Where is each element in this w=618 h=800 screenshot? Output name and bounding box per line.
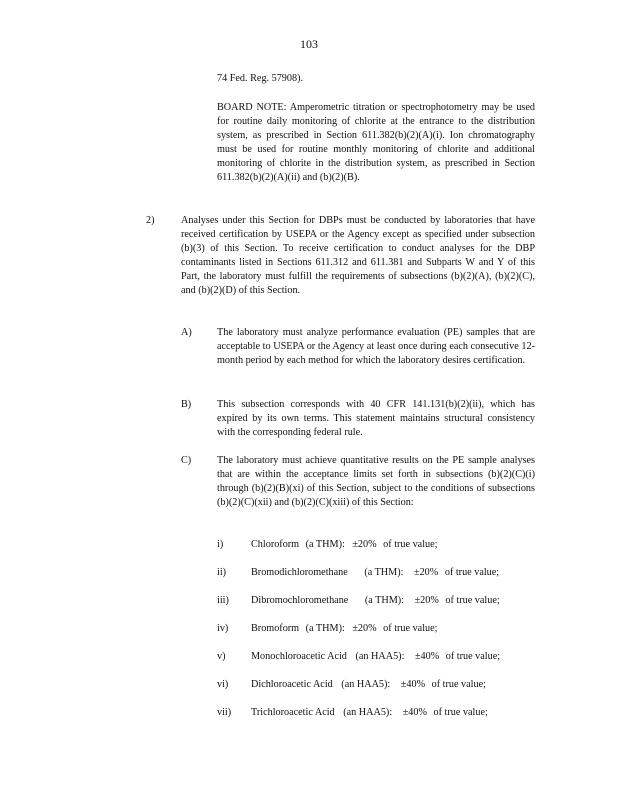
analyte-type: (a THM): bbox=[364, 567, 404, 578]
list-item-number: ii) bbox=[217, 567, 227, 578]
acceptance-limit: ±40% bbox=[414, 651, 440, 662]
analyte-type: (a THM): bbox=[305, 539, 345, 550]
list-item-text bbox=[251, 622, 437, 636]
limit-tail: of true value; bbox=[383, 623, 438, 634]
acceptance-limit: ±40% bbox=[400, 679, 426, 690]
list-item-number: iv) bbox=[217, 623, 229, 634]
analyte-name: Monochloroacetic Acid bbox=[251, 651, 347, 662]
section-2-label: 2) bbox=[146, 215, 155, 226]
analyte-name: Chloroform bbox=[251, 539, 300, 550]
list-item-number: i) bbox=[217, 539, 224, 550]
list-item-text bbox=[251, 538, 437, 552]
acceptance-limit: ±40% bbox=[402, 707, 427, 718]
fed-reg-citation: 74 Fed. Reg. 57908). bbox=[217, 73, 304, 84]
subsection-c-text: The laboratory must achieve quantitative results on the PE sample analyses that are within the acceptance limits set forth in subsections (b)(2)(C)(i) through (b)(2)(B)(xi) of this Section, subject to the conditions of subsections (b)(2)(C)(xii) and (b)(2)(C)(xiii) of this Section: bbox=[217, 455, 535, 508]
acceptance-limit: ±20% bbox=[414, 595, 439, 606]
limit-tail: of true value; bbox=[444, 567, 500, 578]
list-item-number: iii) bbox=[217, 595, 229, 606]
section-2-text: Analyses under this Section for DBPs must be conducted by laboratories that have received certification by USEPA or the Agency except as specified under subsection (b)(3) of this Section. To receive certification to conduct analyses for the DBP contaminants listed in Sections 611.312 and 611.381 and Subparts W and Y of this Part, the laboratory must fulfill the requirements of subsections (b)(2)(A), (b)(2)(C), and (b)(2)(D) of this Section. bbox=[181, 215, 535, 296]
list-item-text bbox=[251, 594, 500, 608]
analyte-type: (an HAA5): bbox=[343, 707, 393, 718]
subsection-b-label: B) bbox=[181, 399, 192, 410]
list-item-text bbox=[251, 706, 488, 720]
list-item-number: v) bbox=[217, 651, 226, 662]
analyte-type: (a THM): bbox=[305, 623, 345, 634]
acceptance-limit: ±20% bbox=[352, 623, 377, 634]
limit-tail: of true value; bbox=[445, 651, 501, 662]
subsection-b-text: This subsection corresponds with 40 CFR 141.131(b)(2)(ii), which has expired by its own terms. This statement maintains structural consistency with the corresponding federal rule. bbox=[217, 399, 535, 438]
analyte-name: Dichloroacetic Acid bbox=[251, 679, 333, 690]
subsection-a-text: The laboratory must analyze performance evaluation (PE) samples that are acceptable to USEPA or the Agency at least once during each consecutive 12-month period by each method for which the laboratory desires certification. bbox=[217, 327, 535, 366]
acceptance-limit: ±20% bbox=[352, 539, 377, 550]
analyte-type: (an HAA5): bbox=[341, 679, 391, 690]
limit-tail: of true value; bbox=[431, 679, 486, 690]
list-item-text bbox=[251, 650, 500, 664]
list-item-number: vi) bbox=[217, 679, 229, 690]
subsection-c-label: C) bbox=[181, 455, 192, 466]
analyte-type: (a THM): bbox=[364, 595, 405, 606]
analyte-type: (an HAA5): bbox=[355, 651, 405, 662]
limit-tail: of true value; bbox=[445, 595, 500, 606]
analyte-name: Dibromochloromethane bbox=[251, 595, 349, 606]
limit-tail: of true value; bbox=[383, 539, 438, 550]
subsection-a-label: A) bbox=[181, 327, 192, 338]
acceptance-limit: ±20% bbox=[414, 567, 439, 578]
page-number: 103 bbox=[300, 37, 318, 51]
board-note: BOARD NOTE: Amperometric titration or spectrophotometry may be used for routine daily monitoring of chlorite at the entrance to the distribution system, as prescribed in Section 611.382(b)(2)(A)(i). Ion chromatography must be used for routine monthly monitoring of chlorite and additional monitoring of chlorite in the distribution system, as prescribed in Section 611.382(b)(2)(A)(ii) and (b)(2)(B). bbox=[217, 102, 535, 183]
analyte-name: Bromoform bbox=[251, 623, 300, 634]
analyte-name: Bromodichloromethane bbox=[251, 567, 348, 578]
list-item-number: vii) bbox=[217, 707, 232, 718]
list-item-text bbox=[251, 566, 499, 580]
list-item-text bbox=[251, 678, 486, 692]
limit-tail: of true value; bbox=[433, 707, 488, 718]
analyte-name: Trichloroacetic Acid bbox=[251, 707, 335, 718]
